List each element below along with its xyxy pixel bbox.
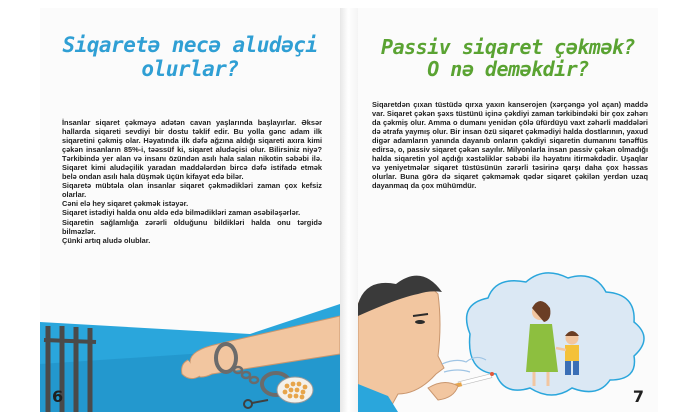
- smoke-cloud: [467, 273, 644, 395]
- right-title-line-1: Passiv siqaret çəkmək?: [381, 35, 635, 59]
- right-paragraph: Siqaretdən çıxan tüstüdə qırxa yaxın kanserojen (xərçəngə yol açan) maddə var. Siqaret çəkən şəxs tüstünü içinə çəkdiyi zaman tərkibindəki bir çox zəhərı da çəkmiş olur. Amma o dumanı yenidən çölə üfürdüyü vaxt zəhərli maddələri də ətrafa yaymış olur. Bir insan özü siqaret çəkmədiyi halda dostlarının, yaxud digər adamların yanında dayanıb onların çəkdiyi siqaretin dumanını tənəffüs edirsə, o, passiv siqaret çəkən sayılır. Milyonlarla insan passiv çəkən olmadığı halda siqaretin yol açdığı xəstəliklər səbəbi ilə həyatını itirməkdədir. Uşaqlar və yeniyetmələr siqaret tüstüsünün zərərli təsirinə qarşı daha çox həssas olurlar. Buna görə də siqaret çəkməmək qədər siqaret çəkilən yerdən uzaq dayanmaq da çox mühümdür.: [372, 100, 648, 191]
- right-page-number: 7: [632, 387, 644, 406]
- right-page: [358, 8, 658, 412]
- left-paragraph: Cəni elə hey siqaret çəkmək istəyər.: [62, 199, 189, 209]
- left-paragraph: Çünki artıq aludə olublar.: [62, 235, 151, 245]
- left-title-line-1: Siqaretə necə aludəçi: [62, 33, 318, 57]
- right-page-body: [372, 100, 648, 190]
- left-paragraph: Siqaretin sağlamlığa zərərli olduğunu bildikləri halda onu tərgidə bilməzlər.: [62, 217, 322, 236]
- right-title-line-2: O nə deməkdir?: [427, 57, 589, 82]
- cigarette-bundle: [277, 377, 313, 403]
- smoker-illustration: [358, 264, 658, 412]
- left-paragraph: Siqaret istədiyi halda onu əldə edə bilmədikləri zaman əsəbiləşərlər.: [62, 208, 301, 218]
- left-page-body: [62, 118, 322, 245]
- left-paragraph: Siqaretə mübtəla olan insanlar siqaret çəkmədikləri zaman çox kefsiz olarlar.: [62, 181, 322, 200]
- handcuffs-illustration: [40, 304, 340, 412]
- right-page-title: [358, 36, 658, 81]
- book-spread: [40, 8, 660, 412]
- left-page: [40, 8, 340, 412]
- left-title-line-2: olurlar?: [141, 56, 239, 81]
- book-gutter: [340, 8, 358, 412]
- left-page-title: [40, 34, 340, 81]
- left-paragraph: İnsanlar siqaret çəkməyə adətən cavan yaşlarında başlayırlar. Əksər hallarda siqareti sevdiyi bir dostu təklif edir. Bu yolla gənc adam ilk siqaretini çəkmiş olar. Həyatında ilk dəfə ağzına aldığı siqareti axıra kimi çəkən insanların 85%-i, təəssüf ki, siqaret aludəçisi olur. Bilirsiniz niyə? Tərkibində yer alan və insanı özündən asılı hala salan nikotin səbəbi ilə. Siqaret kimi aludəçilik yaradan maddələrdən bircə dəfə istifadə etmək belə ondan asılı hala düşmək üçün kifayət edə bilər.: [62, 118, 322, 182]
- left-page-number: 6: [52, 387, 64, 406]
